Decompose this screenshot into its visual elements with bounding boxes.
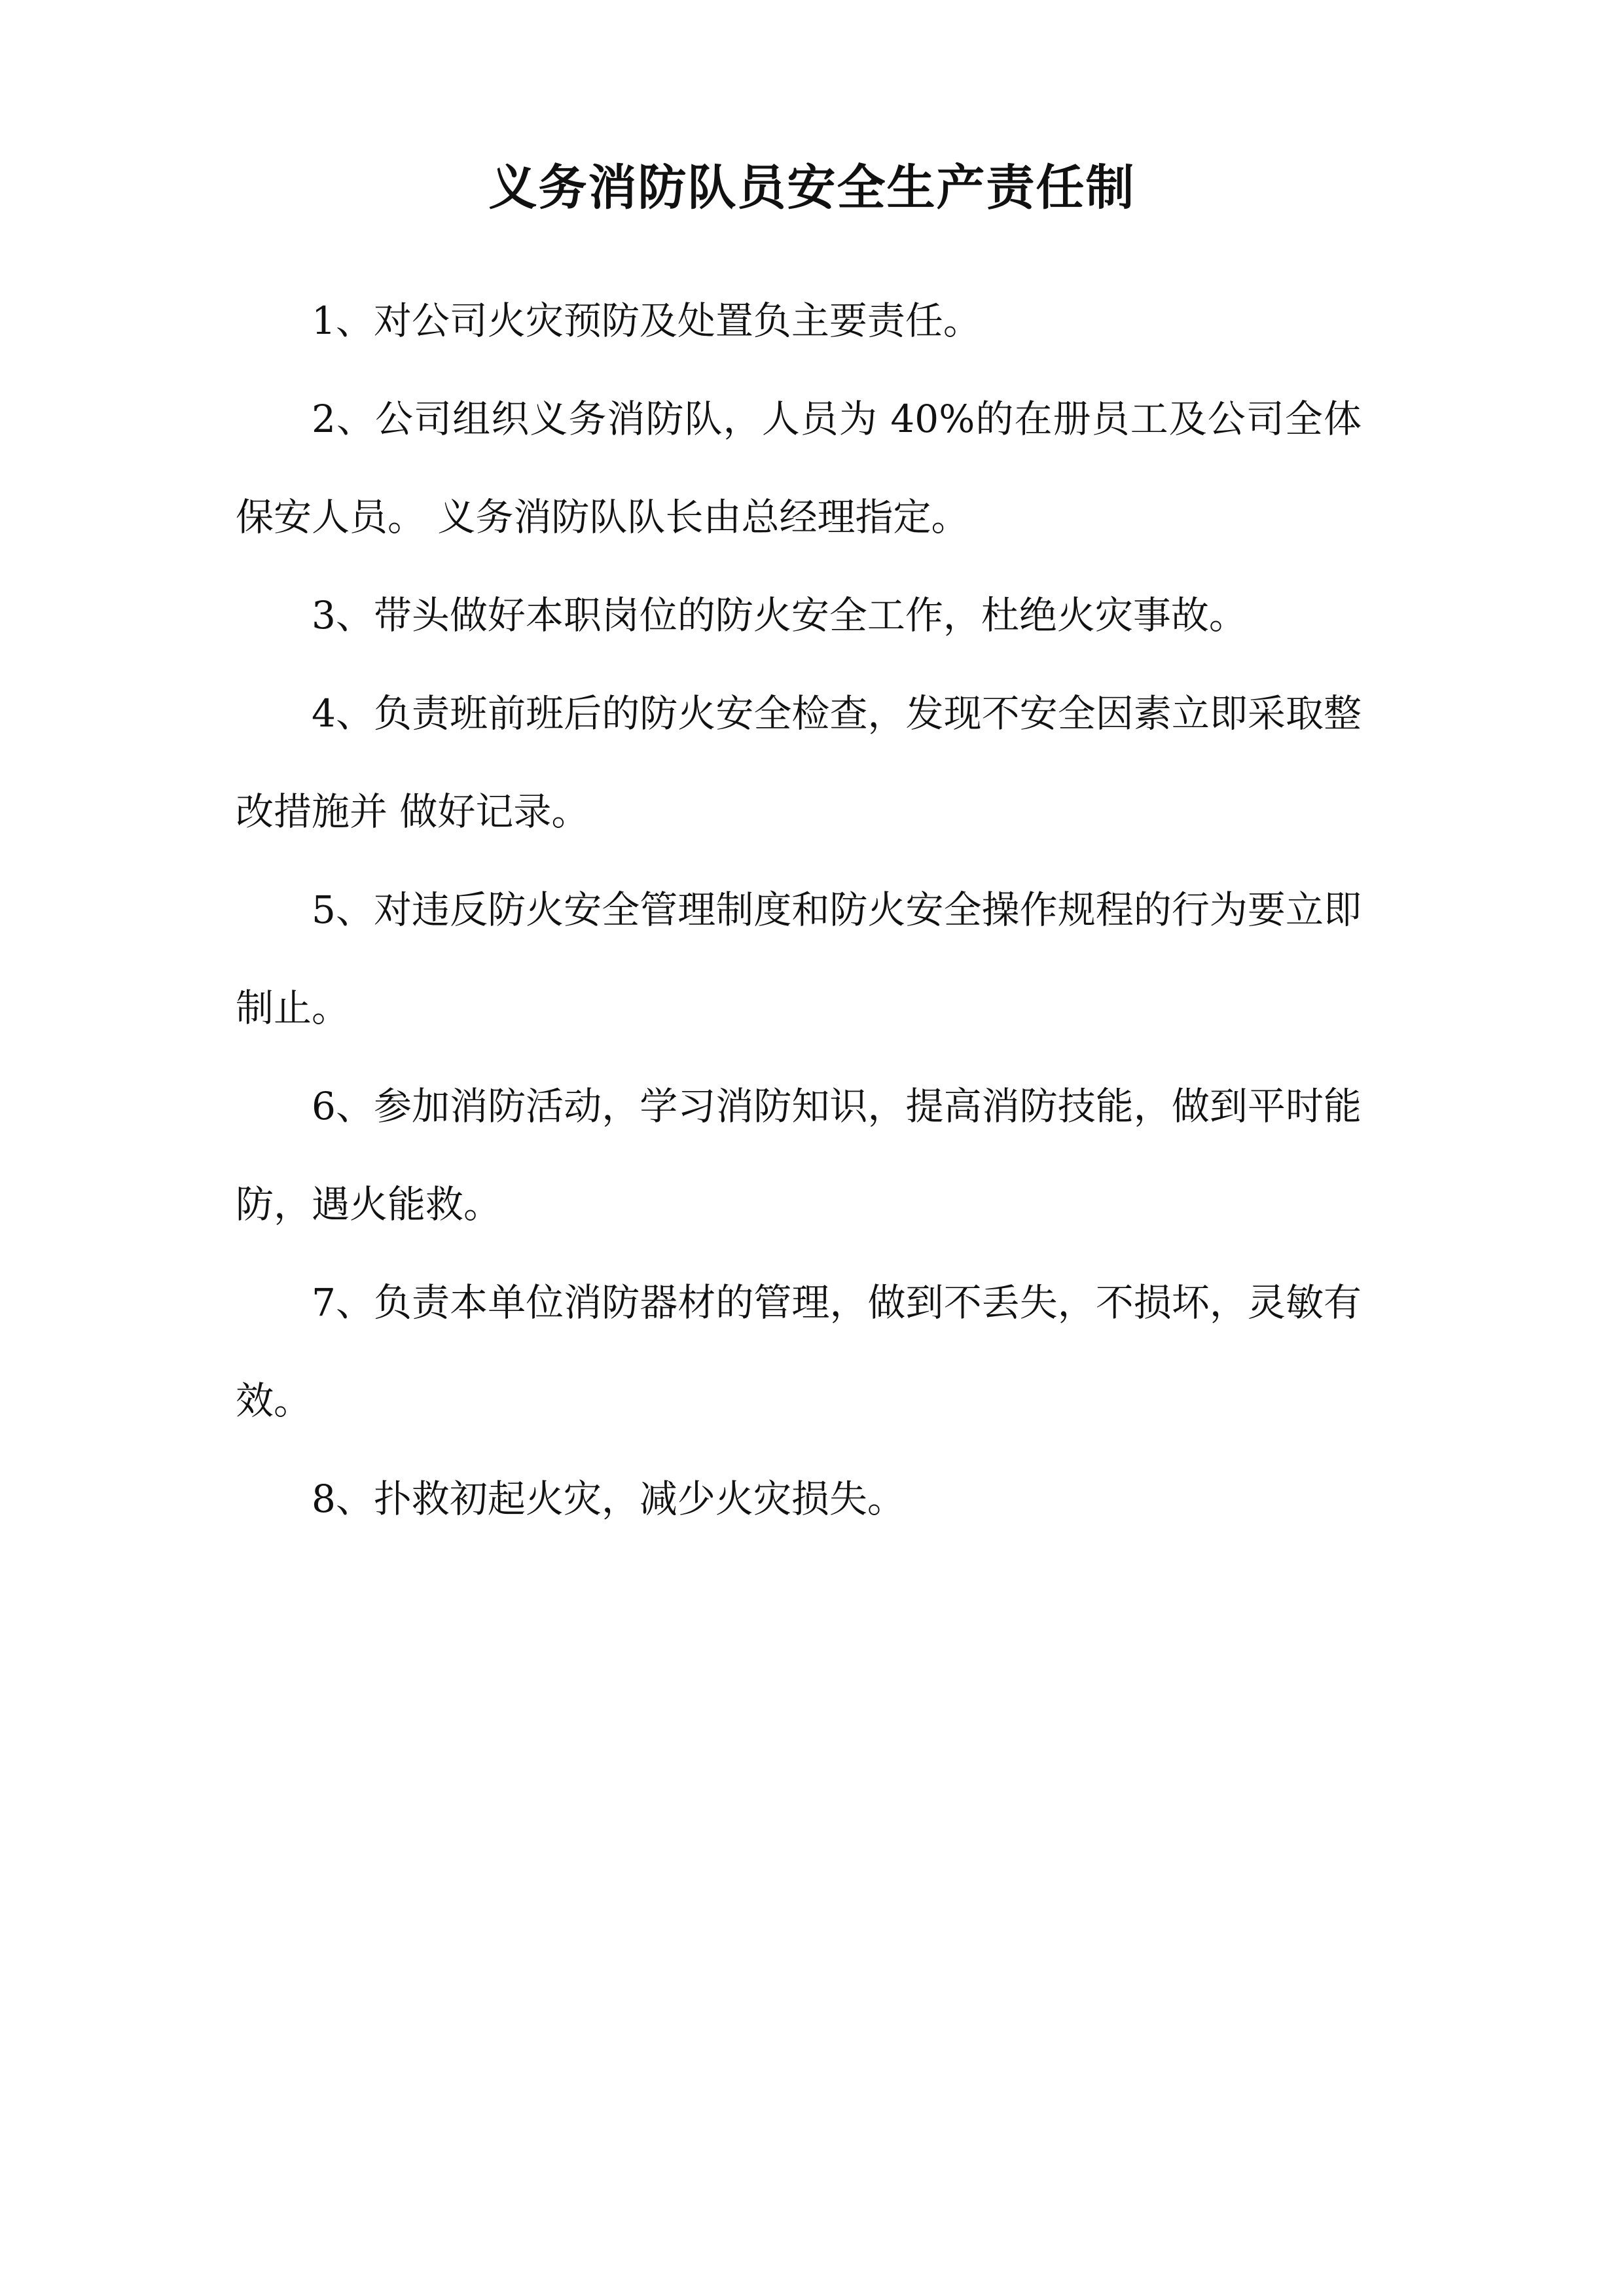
document-title: 义务消防队员安全生产责任制 — [488, 160, 1136, 216]
paragraph-7: 7、负责本单位消防器材的管理，做到不丢失，不损坏，灵敏有效。 — [236, 1280, 1362, 1423]
paragraph-3: 3、带头做好本职岗位的防火安全工作，杜绝火灾事故。 — [312, 593, 1247, 637]
paragraph-2: 2、公司组织义务消防队，人员为 40%的在册员工及公司全体保安人员。 义务消防队队长由总经理指定。 — [236, 397, 1362, 539]
paragraph-5: 5、对违反防火安全管理制度和防火安全操作规程的行为要立即制止。 — [236, 888, 1362, 1030]
paragraph-8: 8、扑救初起火灾，减少火灾损失。 — [312, 1477, 905, 1521]
paragraph-6: 6、参加消防活动，学习消防知识，提高消防技能，做到平时能防，遇火能救。 — [236, 1084, 1362, 1227]
paragraph-4: 4、负责班前班后的防火安全检查，发现不安全因素立即采取整改措施并 做好记录。 — [236, 691, 1362, 834]
paragraph-1: 1、对公司火灾预防及处置负主要责任。 — [312, 298, 981, 343]
document-body — [236, 272, 1362, 1548]
